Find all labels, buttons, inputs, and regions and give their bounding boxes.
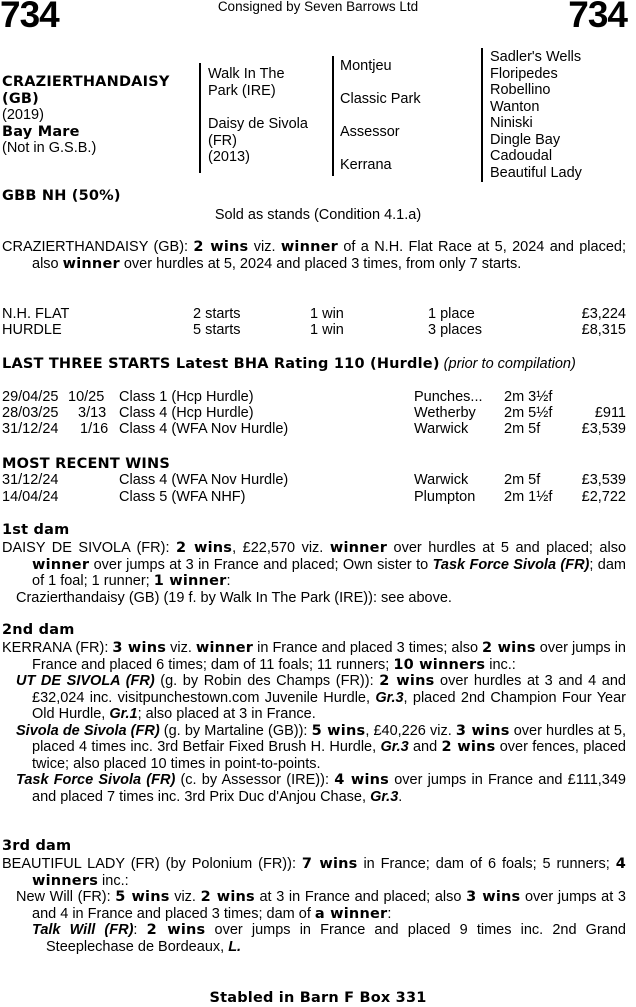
dam-wins: 2 wins: [482, 640, 536, 656]
progeny-text: , placed 2nd Champion Four Year Old Hurdle,: [32, 689, 626, 722]
dam-text: , £22,570 viz.: [232, 540, 330, 556]
vat-status: GBB NH (50%): [2, 188, 121, 204]
dam-text: :: [226, 573, 231, 589]
first-dam-heading: 1st dam: [2, 522, 70, 538]
win-date: 31/12/24: [2, 472, 59, 488]
sire-line-2: Park (IRE): [208, 82, 276, 99]
progeny-wins: 3 wins: [455, 722, 510, 739]
second-dam-heading: 2nd dam: [2, 622, 75, 638]
gen3-5: Niniski: [490, 115, 533, 131]
gen3-6: Dingle Bay: [490, 131, 561, 148]
win-prize: £2,722: [581, 489, 626, 505]
start-row: [0, 421, 636, 438]
progeny-wins: 5 wins: [311, 722, 366, 739]
summary-text: over hurdles at 5, 2024 and placed 3 times, from only 7 starts.: [119, 255, 522, 272]
progeny-text: viz.: [169, 889, 201, 905]
horse-identity: [2, 74, 170, 157]
progeny-wins: 5 wins: [115, 889, 170, 905]
record-prize: £8,315: [581, 322, 626, 338]
win-row: [0, 472, 636, 489]
progeny-wins: 2 wins: [200, 889, 255, 905]
start-row: [0, 405, 636, 422]
progeny-text: (g. by Martaline (GB)):: [159, 722, 312, 739]
progeny-text: over hurdles at 5, placed 4 times inc. 3rd Betfair Fixed Brush H. Hurdle,: [32, 722, 626, 755]
dam-wins: 7 wins: [301, 856, 358, 872]
horse-year: (2019): [2, 107, 44, 123]
pedigree-divider-1: [199, 63, 201, 173]
dam-text: DAISY DE SIVOLA (FR):: [2, 540, 176, 556]
win-class: Class 4 (WFA Nov Hurdle): [119, 472, 289, 488]
sire-line-1: Walk In The: [208, 66, 285, 82]
start-class: Class 4 (Hcp Hurdle): [119, 405, 254, 421]
dam-line-2: (FR): [208, 132, 237, 149]
progeny-text: over jumps in France and placed 9 times inc. 2nd Grand Steeplechase de Bordeaux,: [46, 922, 626, 955]
progeny-entry: [2, 723, 626, 773]
dam-winners: 1 winner: [153, 573, 227, 589]
start-date: 31/12/24: [2, 421, 59, 437]
gen3-7: Cadoudal: [490, 148, 553, 164]
pedigree-divider-2: [332, 56, 334, 176]
start-class: Class 1 (Hcp Hurdle): [119, 389, 254, 405]
progeny-text: :: [133, 922, 147, 938]
start-course: Warwick: [414, 421, 469, 437]
start-course: Punches...: [414, 389, 483, 405]
win-course: Warwick: [414, 472, 469, 488]
progeny-wins: 2 wins: [441, 739, 496, 755]
progeny-entry: [2, 673, 626, 723]
dam-winners: 10 winners: [393, 656, 486, 673]
progeny-text: , £40,226 viz.: [365, 722, 456, 739]
gen2-4: Kerrana: [340, 157, 392, 173]
progeny-text: New Will (FR):: [16, 889, 116, 905]
pedigree-divider-3: [481, 48, 483, 182]
progeny-winner: a winner: [314, 905, 388, 922]
start-course: Wetherby: [414, 405, 476, 421]
gen3-2: Floripedes: [490, 65, 558, 82]
gen3-4: Wanton: [490, 98, 540, 115]
record-wins: 1 win: [310, 306, 344, 322]
progeny-text: (g. by Robin des Champs (FR)):: [154, 673, 380, 689]
win-date: 14/04/24: [2, 489, 59, 505]
pedigree-sire: [208, 66, 285, 99]
grade-label: Gr.3: [370, 788, 399, 805]
grade-label: Gr.1: [109, 706, 138, 722]
gen2-1: Montjeu: [340, 58, 392, 74]
consignor: Consigned by Seven Barrows Ltd: [217, 0, 419, 14]
grade-label: Gr.3: [375, 689, 404, 706]
gen3-1: Sadler's Wells: [490, 49, 582, 65]
horse-sex: Bay Mare: [2, 123, 80, 140]
record-type: N.H. FLAT: [2, 306, 70, 322]
dam-text: viz.: [166, 640, 196, 656]
start-prize: £911: [594, 405, 626, 421]
record-type: HURDLE: [2, 322, 62, 338]
summary-winner: winner: [62, 255, 120, 272]
start-position: 1/16: [80, 421, 109, 437]
progeny-name: Talk Will (FR): [32, 922, 134, 938]
gen2-3: Assessor: [340, 124, 400, 140]
progeny-entry: Crazierthandaisy (GB) (19 f. by Walk In The Park (IRE)): see above.: [16, 589, 452, 606]
progeny-wins: 4 wins: [334, 772, 390, 788]
start-distance: 2m 5½f: [504, 405, 553, 421]
start-class: Class 4 (WFA Nov Hurdle): [119, 421, 289, 437]
record-places: 3 places: [428, 322, 483, 338]
progeny-text: over jumps at 3 and 4 in France and placed 3 times; dam of: [32, 889, 626, 922]
progeny-entry: [2, 922, 626, 955]
progeny-wins: 2 wins: [146, 922, 206, 938]
dam-wins: 3 wins: [112, 640, 167, 656]
win-prize: £3,539: [581, 472, 626, 488]
progeny-text: (c. by Assessor (IRE)):: [175, 772, 335, 788]
summary-text: CRAZIERTHANDAISY (GB):: [2, 239, 194, 255]
grade-label: L.: [228, 938, 242, 955]
pedigree-dam: [208, 116, 308, 166]
dam-winner: winner: [329, 540, 388, 556]
progeny-text: over fences, placed twice; also placed 10 times in point-to-points.: [32, 739, 626, 772]
record-starts: 5 starts: [193, 322, 241, 338]
dam-text: over hurdles at 5 and placed; also: [387, 540, 627, 556]
dam-wins: 2 wins: [176, 540, 233, 556]
dam-text: ; dam of 1 foal; 1 runner;: [32, 556, 626, 589]
dam-text: in France; dam of 6 foals; 5 runners;: [357, 856, 616, 872]
horse-name: CRAZIERTHANDAISY: [2, 74, 170, 90]
sibling-name: Task Force Sivola (FR): [432, 556, 590, 573]
dam-winners: 4 winners: [32, 856, 626, 889]
dam-text: inc.:: [485, 656, 516, 673]
last-three-heading: LAST THREE STARTS Latest BHA Rating 110 (Hurdle): [2, 356, 440, 372]
progeny-entry: [2, 772, 626, 805]
win-class: Class 5 (WFA NHF): [119, 489, 246, 505]
win-distance: 2m 5f: [504, 472, 541, 488]
progeny-text: and: [408, 739, 442, 755]
record-starts: 2 starts: [193, 306, 241, 322]
gen3-8: Beautiful Lady: [490, 164, 582, 181]
progeny-text: over jumps in France and £111,349 and placed 7 times inc. 3rd Prix Duc d'Anjou Chase,: [32, 772, 626, 805]
progeny-name: Sivola de Sivola (FR): [16, 722, 160, 739]
record-row: [0, 306, 636, 323]
progeny-name: Task Force Sivola (FR): [16, 772, 176, 788]
progeny-name: UT DE SIVOLA (FR): [16, 673, 155, 689]
racing-summary: [2, 239, 626, 272]
pedigree-gen3: [490, 49, 582, 181]
start-position: 10/25: [68, 389, 105, 405]
progeny-text: over hurdles at 3 and 4 and £32,024 inc. visitpunchestown.com Juvenile Hurdle,: [32, 673, 626, 706]
progeny-wins: 2 wins: [379, 673, 435, 689]
lot-number-left: 734: [0, 0, 59, 35]
progeny-text: ; also placed at 3 in France.: [137, 706, 316, 722]
dam-text: in France and placed 3 times; also: [253, 640, 483, 656]
start-row: [0, 389, 636, 406]
record-prize: £3,224: [581, 306, 626, 322]
dam-text: over jumps in France and placed 6 times; dam of 11 foals; 11 runners;: [32, 640, 626, 673]
dam-winner: winner: [195, 640, 254, 656]
recent-wins-heading: MOST RECENT WINS: [2, 456, 170, 472]
summary-text: viz.: [248, 239, 281, 255]
last-three-note: (prior to compilation): [443, 356, 576, 372]
dam-text: BEAUTIFUL LADY (FR) (by Polonium (FR)):: [2, 856, 302, 872]
dam-winner: winner: [32, 556, 90, 573]
win-distance: 2m 1½f: [504, 489, 553, 505]
progeny-text: :: [387, 905, 392, 922]
dam-text: over jumps at 3 in France and placed; Own sister to: [89, 556, 433, 573]
start-prize: £3,539: [581, 421, 626, 437]
dam-text: inc.:: [98, 872, 129, 889]
pedigree-gen2: [340, 58, 421, 190]
summary-winner: winner: [280, 239, 339, 255]
progeny-text: at 3 in France and placed; also: [254, 889, 467, 905]
last-three-header: [2, 356, 626, 373]
sale-condition: Sold as stands (Condition 4.1.a): [214, 207, 422, 223]
progeny-entry: [2, 889, 626, 922]
lot-number-right: 734: [568, 0, 627, 35]
summary-text: of a N.H. Flat Race at 5, 2024 and placed; also: [32, 239, 626, 272]
stabling-location: Stabled in Barn F Box 331: [209, 990, 427, 1006]
dam-line-3: (2013): [208, 149, 250, 165]
record-places: 1 place: [428, 306, 475, 322]
progeny-text: .: [398, 788, 403, 805]
stud-book-status: (Not in G.S.B.): [2, 140, 97, 156]
record-row: [0, 322, 636, 339]
win-course: Plumpton: [414, 489, 476, 505]
start-date: 29/04/25: [2, 389, 59, 405]
gen3-3: Robellino: [490, 82, 551, 98]
third-dam-heading: 3rd dam: [2, 838, 72, 854]
gen2-2: Classic Park: [340, 91, 421, 107]
grade-label: Gr.3: [380, 739, 409, 755]
horse-country: (GB): [2, 90, 40, 107]
progeny-wins: 3 wins: [466, 889, 521, 905]
second-dam-text: [2, 640, 626, 805]
record-wins: 1 win: [310, 322, 344, 338]
first-dam-text: [2, 540, 626, 606]
start-date: 28/03/25: [2, 405, 59, 421]
start-distance: 2m 3½f: [504, 389, 553, 405]
win-row: [0, 489, 636, 506]
dam-line-1: Daisy de Sivola: [208, 116, 308, 132]
dam-text: KERRANA (FR):: [2, 640, 113, 656]
summary-wins: 2 wins: [193, 239, 249, 255]
start-position: 3/13: [78, 405, 107, 421]
start-distance: 2m 5f: [504, 421, 541, 437]
third-dam-text: [2, 856, 626, 955]
